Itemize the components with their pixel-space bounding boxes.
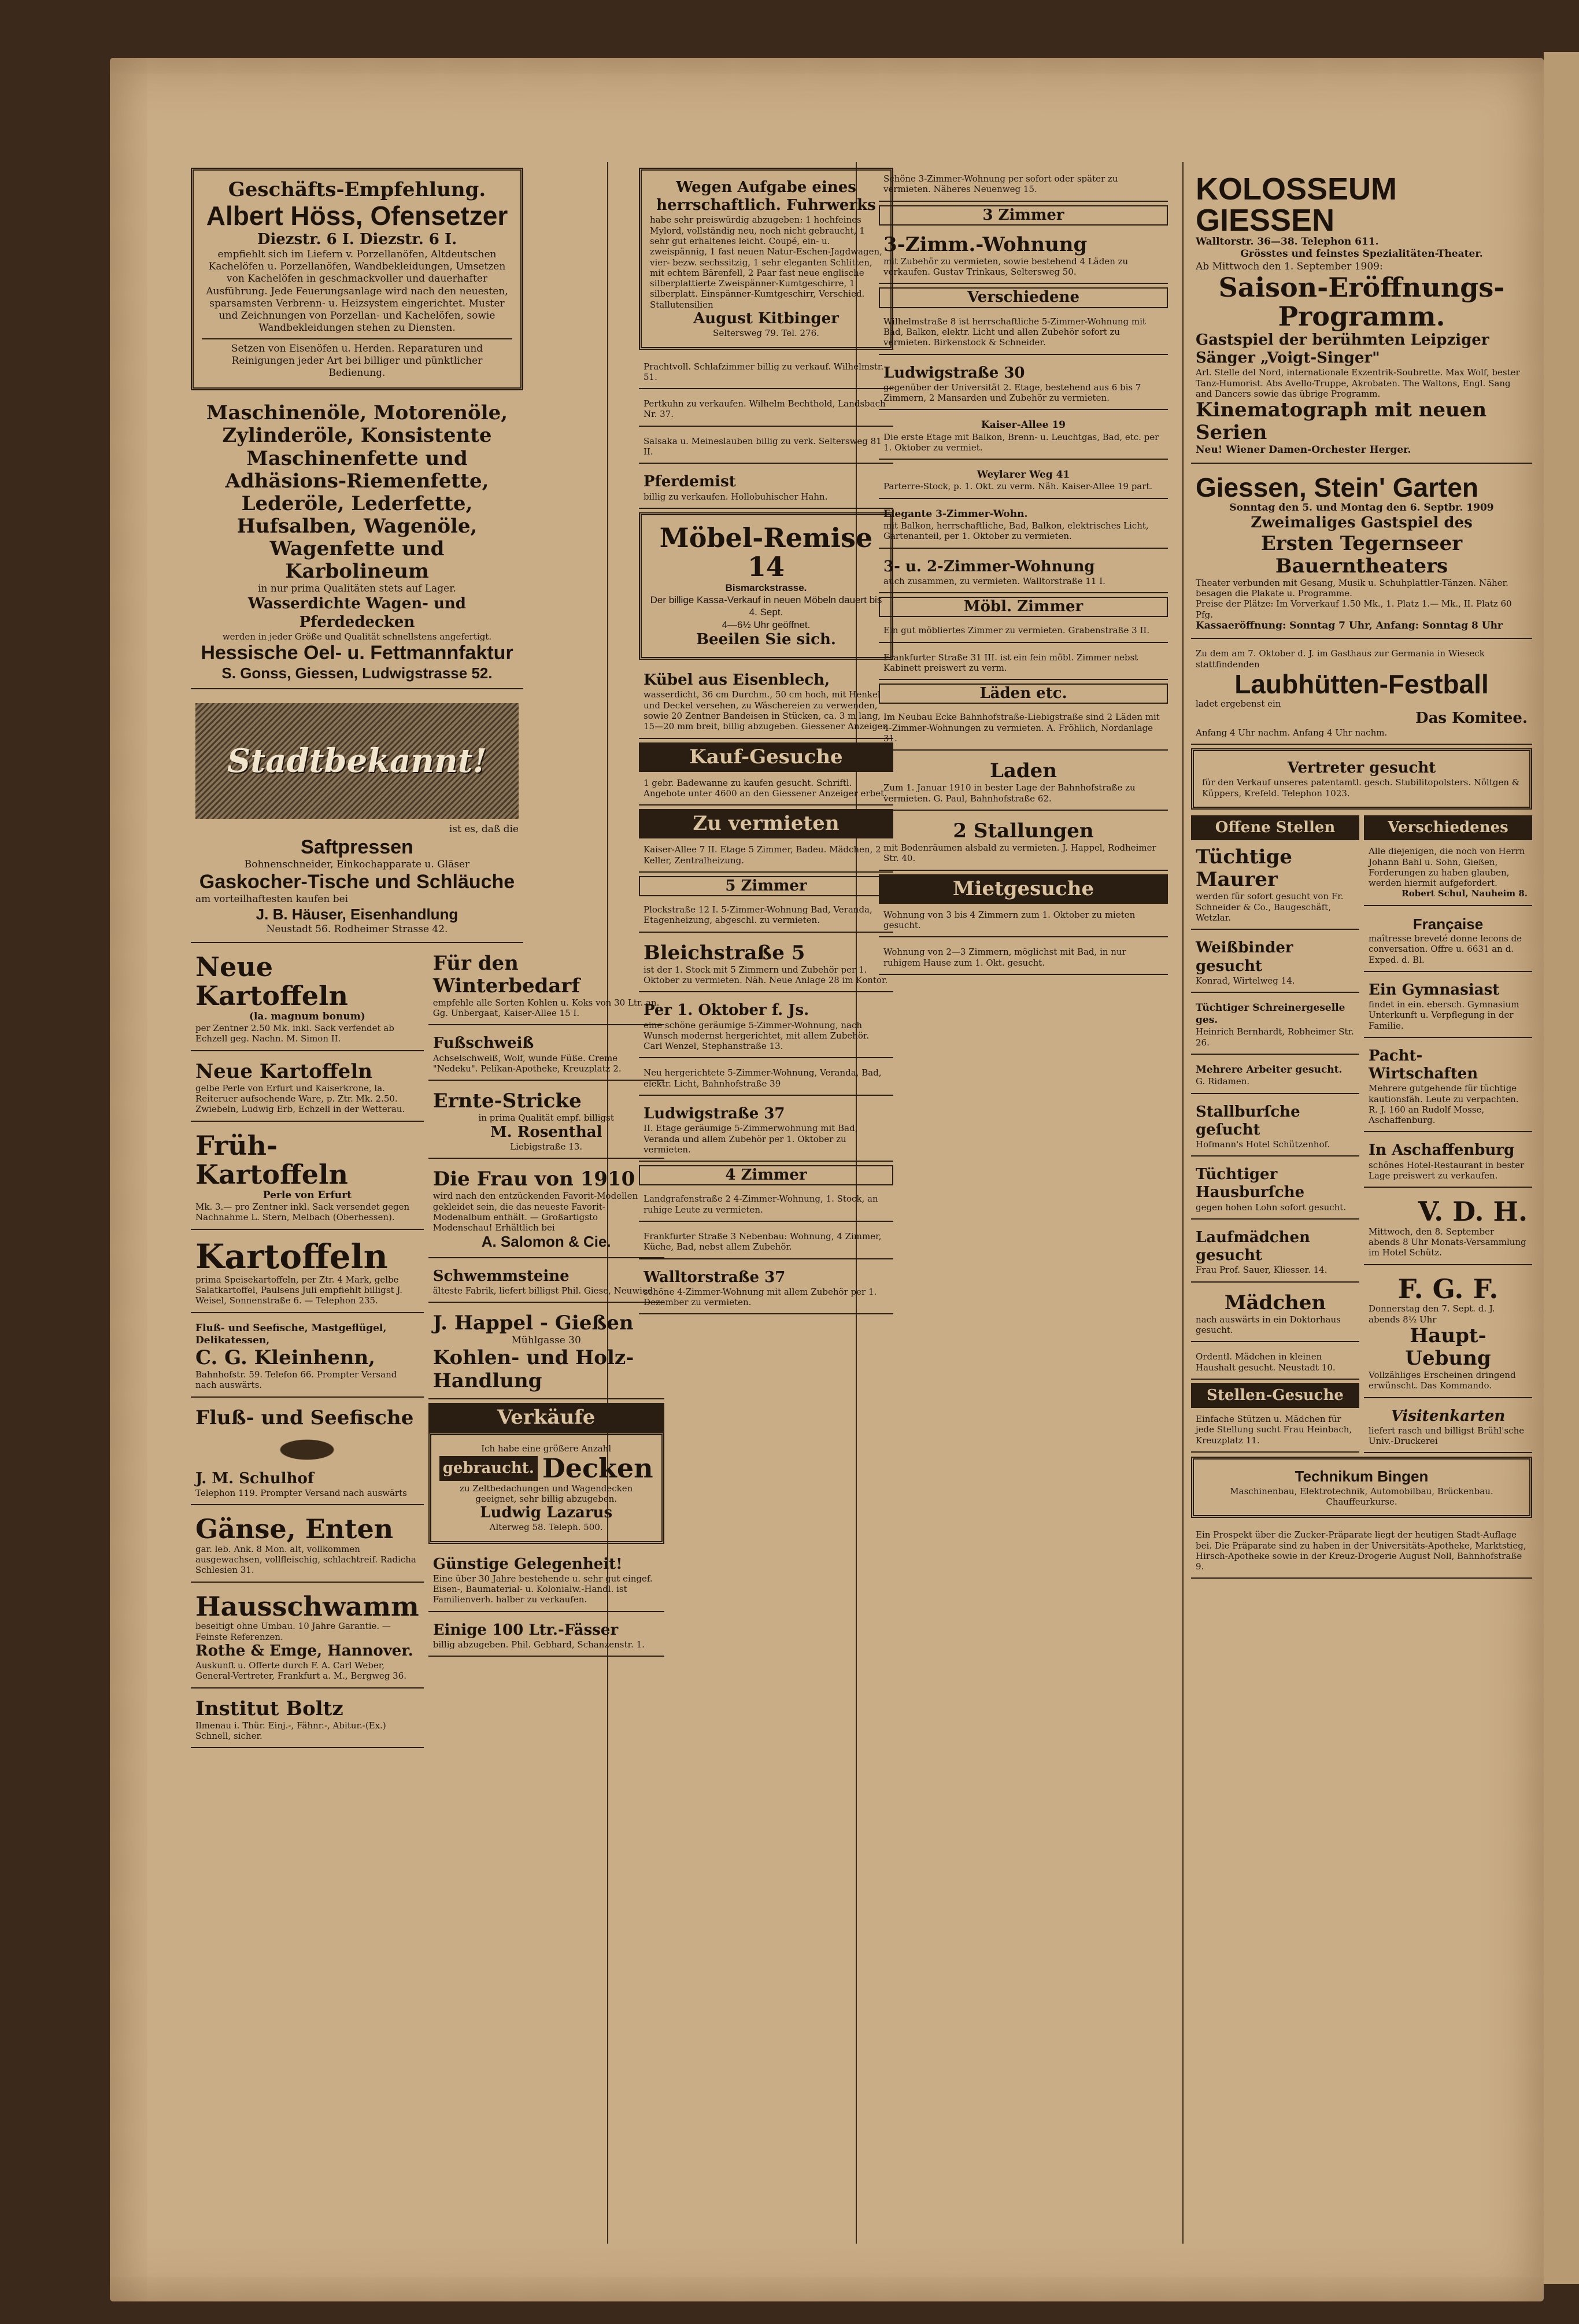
subsection-4-zimmer: 4 Zimmer bbox=[639, 1165, 893, 1185]
ad-fgf bbox=[1364, 1269, 1532, 1398]
ad-kartoffeln-3 bbox=[191, 1125, 424, 1230]
ad-subtitle: Bismarckstrasse. bbox=[725, 582, 807, 593]
ad-title: Elegante 3-Zimmer-Wohn. bbox=[883, 508, 1028, 520]
section-header-mietgesuche: Mietgesuche bbox=[879, 874, 1168, 904]
ad-text: Alle diejenigen, die noch von Herrn Johann Bahl u. Sohn, Gießen, Forderungen zu haben glauben, werden hiermit aufgefordert. bbox=[1369, 846, 1525, 889]
ad-text: ladet ergebenst ein bbox=[1196, 699, 1281, 710]
section-header-offene-stellen: Offene Stellen bbox=[1191, 815, 1359, 840]
ad-text: Der billige Kassa-Verkauf in neuen Möbeln dauert bis 4. Sept. bbox=[650, 594, 882, 618]
ad-text: Ordentl. Mädchen in kleinen Haushalt gesucht. Neustadt 10. bbox=[1196, 1351, 1336, 1373]
ad-text: liefert rasch und billigst Brühl'sche Univ.-Druckerei bbox=[1369, 1425, 1525, 1447]
ad-maedchen bbox=[1191, 1286, 1359, 1343]
ad-weylarer-weg bbox=[879, 463, 1168, 499]
ad-text: Zu dem am 7. Oktober d. J. im Gasthaus zur Germania in Wieseck stattfindenden bbox=[1196, 648, 1485, 670]
ad-title: Pferdemist bbox=[644, 473, 736, 491]
column-4 bbox=[1191, 168, 1532, 2238]
ad-hoess bbox=[191, 168, 523, 390]
ad-title: Pacht-Wirtschaften bbox=[1369, 1047, 1478, 1083]
ad-text: Zum 1. Januar 1910 in bester Lage der Bahnhofstraße zu vermieten. G. Paul, Bahnhofstraße 62. bbox=[883, 782, 1136, 804]
ad-text: Maschinenöle, Motorenöle, Zylinderöle, Konsistente Maschinenfette und Adhäsions-Riemenfette, Lederöle, Lederfette, Hufsalben, Wagenöle, Wagenfette und Karbolineum bbox=[206, 401, 508, 583]
newspaper-page bbox=[110, 58, 1544, 2301]
ad-title: 3- u. 2-Zimmer-Wohnung bbox=[883, 557, 1095, 575]
ad-grabenstrasse bbox=[879, 619, 1168, 642]
ad-text: Ein gut möbliertes Zimmer zu vermieten. Grabenstraße 3 II. bbox=[883, 625, 1150, 636]
ad-prices: Preise der Plätze: Im Vorverkauf 1.50 Mk., 1. Platz 1.— Mk., II. Platz 60 Pfg. bbox=[1196, 598, 1512, 620]
ad-moebel-remise bbox=[639, 512, 893, 660]
ad-text: werden für sofort gesucht von Fr. Schneider & Co., Baugeschäft, Wetzlar. bbox=[1196, 891, 1344, 923]
ad-schlafzimmer bbox=[639, 356, 893, 390]
ad-kuebel bbox=[639, 666, 893, 738]
ad-title: Gänse, Enten bbox=[195, 1513, 394, 1545]
ad-text: ist es, daß die bbox=[449, 823, 519, 836]
subsection-5-zimmer: 5 Zimmer bbox=[639, 876, 893, 896]
ad-firm: A. Salomon & Cie. bbox=[481, 1233, 611, 1251]
column-3 bbox=[879, 168, 1168, 2238]
ad-title: Möbel-Remise 14 bbox=[659, 522, 873, 583]
ad-vertreter bbox=[1191, 748, 1532, 810]
ad-winterbedarf bbox=[428, 947, 664, 1026]
ad-title: Kartoffeln bbox=[195, 1236, 388, 1276]
column-1 bbox=[191, 168, 660, 2238]
ad-title: Laufmädchen gesucht bbox=[1196, 1228, 1310, 1265]
ad-text: mit Zubehör zu vermieten, sowie bestehend 4 Läden zu verkaufen. Gustav Trinkaus, Seltersweg 50. bbox=[883, 256, 1129, 278]
ad-text: gar. leb. Ank. 8 Mon. alt, vollkommen ausgewachsen, vollfleischig, schlachtreif. Radicha Schlesien 31. bbox=[195, 1543, 416, 1576]
ad-technikum bbox=[1191, 1457, 1532, 1518]
ad-firm: Hessische Oel- u. Fettmannfaktur bbox=[201, 642, 513, 664]
ad-title: F. G. F. bbox=[1397, 1273, 1499, 1305]
ad-title: Bleichstraße 5 bbox=[644, 941, 805, 965]
ad-text: zu Zeltbedachungen und Wagendecken geeignet, sehr billig abzugeben. bbox=[460, 1483, 633, 1504]
ad-title: Ludwigstraße 37 bbox=[644, 1105, 785, 1123]
ad-text: Arl. Stelle del Nord, internationale Exzentrik-Soubrette. Max Wolf, bester Tanz-Humorist. Abs Avello-Truppe, Akrobaten. The Waltons, Engl. Sang and Dancers sowie das übrige Programm. bbox=[1196, 367, 1520, 399]
ad-text: ist der 1. Stock mit 5 Zimmern und Zubehör per 1. Oktober zu vermieten. Näh. Neue Anlage 28 im Kontor. bbox=[644, 964, 888, 986]
ad-bleichstrasse bbox=[639, 936, 893, 993]
ad-ludwigstrasse bbox=[639, 1099, 893, 1162]
ad-hours: 4—6½ Uhr geöffnet. bbox=[722, 619, 811, 630]
ad-address: Bahnhofstr. 59. Telefon 66. Prompter Versand nach auswärts. bbox=[195, 1369, 397, 1391]
ad-subtitle: Grösstes und feinstes Spezialitäten-Theater. bbox=[1240, 248, 1483, 260]
ad-title: Giessen, Stein' Garten bbox=[1196, 472, 1478, 503]
ad-elegante-wohnung bbox=[879, 503, 1168, 549]
ad-text: Hofmann's Hotel Schützenhof. bbox=[1196, 1139, 1330, 1150]
ad-wohnung-gesucht-2 bbox=[879, 941, 1168, 975]
ad-text: für den Verkauf unseres patentamtl. gesch. Stubilitopolsters. Nöltgen & Küppers, Krefeld. Telephon 1023. bbox=[1202, 777, 1520, 799]
ad-weissbinder bbox=[1191, 933, 1359, 993]
ad-text: Bohnenschneider, Einkochapparate u. Gläser bbox=[244, 858, 470, 870]
ad-text: beseitigt ohne Umbau. 10 Jahre Garantie. — Feinste Referenzen. bbox=[195, 1621, 391, 1642]
ad-text: Ich habe eine größere Anzahl bbox=[481, 1443, 612, 1454]
ad-subtitle: (la. magnum bonum) bbox=[249, 1010, 365, 1022]
ad-text: per Zentner 2.50 Mk. inkl. Sack verfendet ab Echzell geg. Nachn. M. Simon II. bbox=[195, 1023, 394, 1044]
subsection-3-zimmer: 3 Zimmer bbox=[879, 205, 1168, 226]
ad-kartoffeln-4 bbox=[191, 1233, 424, 1313]
ad-signature: Robert Schul, Nauheim 8. bbox=[1401, 888, 1528, 899]
ad-oils bbox=[191, 396, 523, 689]
ad-decken bbox=[428, 1432, 664, 1544]
ad-heading: Gastspiel der berühmten Leipziger Sänger „Voigt-Singer" bbox=[1196, 331, 1489, 367]
ad-text: Frankfurter Straße 31 III. ist ein fein möbl. Zimmer nebst Kabinett preiswert zu verm. bbox=[883, 652, 1138, 673]
ad-text: Fluß- und Seefische, Mastgeflügel, Delikatessen, bbox=[195, 1322, 387, 1346]
ad-haeuser bbox=[191, 693, 523, 943]
ad-plockstrasse bbox=[639, 899, 893, 933]
ad-hausbursche bbox=[1191, 1160, 1359, 1220]
ad-ludwigstrasse-30 bbox=[879, 359, 1168, 411]
ad-text: Einfache Stützen u. Mädchen für jede Stellung sucht Frau Heinbach, Kreuzplatz 11. bbox=[1196, 1414, 1352, 1446]
ad-title: Geschäfts-Empfehlung. bbox=[228, 178, 486, 201]
section-header-kaufgesuche: Kauf-Gesuche bbox=[639, 742, 893, 772]
ad-text: älteste Fabrik, liefert billigst Phil. Giese, Neuwied. bbox=[432, 1285, 656, 1296]
ad-arbeiter bbox=[1191, 1058, 1359, 1094]
ad-heading: Wasserdichte Wagen- und Pferdedecken bbox=[248, 595, 466, 631]
ad-bekanntmachung bbox=[1364, 840, 1532, 906]
section-header-zu-vermieten: Zu vermieten bbox=[639, 809, 893, 838]
ad-text: Die erste Etage mit Balkon, Brenn- u. Leuchtgas, Bad, etc. per 1. Oktober zu vermiet. bbox=[883, 431, 1159, 453]
ad-title: Die Frau von 1910 bbox=[432, 1167, 635, 1191]
ad-frau-1910 bbox=[428, 1162, 664, 1258]
ad-hausschwamm bbox=[191, 1586, 424, 1688]
ad-schulhof bbox=[191, 1401, 424, 1506]
ad-prospekt bbox=[1191, 1524, 1532, 1579]
ad-title: V. D. H. bbox=[1418, 1196, 1528, 1228]
ad-kartoffeln-2 bbox=[191, 1055, 424, 1122]
ad-text: billig zu verkaufen. Hollobuhischer Hahn. bbox=[644, 491, 828, 502]
ad-title: Kübel aus Eisenblech, bbox=[644, 671, 830, 689]
ad-text: Pertkuhn zu verkaufen. Wilhelm Bechthold, Landsbach Nr. 37. bbox=[644, 398, 886, 420]
ad-title: Wegen Aufgabe eines herrschaftlich. Fuhrwerks bbox=[656, 179, 876, 215]
ad-text: Mittwoch, den 8. September abends 8 Uhr Monats-Versammlung im Hotel Schütz. bbox=[1369, 1226, 1526, 1258]
ad-title: Vertreter gesucht bbox=[1287, 759, 1436, 777]
ad-text: Heinrich Bernhardt, Robheimer Str. 26. bbox=[1196, 1026, 1354, 1048]
ad-3-2-zimmer bbox=[879, 552, 1168, 593]
ad-kaiser-allee-7 bbox=[639, 838, 893, 873]
ad-title: Weißbinder gesucht bbox=[1196, 939, 1293, 975]
ad-address: S. Gonss, Giessen, Ludwigstrasse 52. bbox=[221, 664, 493, 682]
ad-title: Technikum Bingen bbox=[1295, 1468, 1429, 1486]
ad-text: G. Ridamen. bbox=[1196, 1076, 1250, 1087]
ad-vdh bbox=[1364, 1191, 1532, 1265]
ad-text: gelbe Perle von Erfurt und Kaiserkrone, la. Reiteruer aufsochende Ware, p. Ztr. Mk. 2.50. Zwiebeln, Ludwig Erb, Echzell in der Wetterau. bbox=[195, 1082, 405, 1115]
ad-footer: Setzen von Eisenöfen u. Herden. Reparaturen und Reinigungen jeder Art bei billiger und pünktlicher Bedienung. bbox=[231, 342, 483, 379]
ad-title: 3-Zimm.-Wohnung bbox=[883, 232, 1088, 256]
ad-title: Neue Kartoffeln bbox=[195, 1059, 372, 1083]
ad-text: Donnerstag den 7. Sept. d. J. abends 8½ Uhr bbox=[1369, 1303, 1495, 1325]
ad-text: eine schöne geräumige 5-Zimmer-Wohnung, nach Wunsch modernst hergerichtet, mit allem Zubehör. Carl Wenzel, Stephanstraße 13. bbox=[644, 1019, 870, 1052]
ad-tag: gebraucht. bbox=[439, 1456, 538, 1481]
ad-text: Wilhelmstraße 8 ist herrschaftliche 5-Zimmer-Wohnung mit Bad, Balkon, elektr. Licht und allen Zubehör sofort zu vermieten. Birkenstock & Schneider. bbox=[883, 316, 1146, 348]
ad-pacht bbox=[1364, 1041, 1532, 1133]
ad-heading: Saison-Eröffnungs-Programm. bbox=[1218, 271, 1505, 332]
ad-title: Mehrere Arbeiter gesucht. bbox=[1196, 1064, 1343, 1076]
ad-schreiner bbox=[1191, 996, 1359, 1055]
ad-title: Einige 100 Ltr.-Fässer bbox=[432, 1621, 619, 1639]
ad-address: Liebigstraße 13. bbox=[510, 1141, 583, 1152]
ad-title: Fluß- und Seefische bbox=[195, 1406, 414, 1429]
ad-subtext: werden in jeder Größe und Qualität schnellstens angefertigt. bbox=[222, 631, 492, 642]
ad-footer: Beeilen Sie sich. bbox=[696, 630, 836, 648]
ad-text: Kaiser-Allee 7 II. Etage 5 Zimmer, Badeu. Mädchen, 2 Keller, Zentralheizung. bbox=[644, 844, 881, 866]
ad-name: Albert Höss, Ofensetzer bbox=[206, 201, 508, 231]
ad-text: Wohnung von 3 bis 4 Zimmern zum 1. Oktober zu mieten gesucht. bbox=[883, 909, 1136, 930]
ad-heading: Ersten Tegernseer Bauerntheaters bbox=[1260, 531, 1463, 578]
ad-firm: August Kitbinger bbox=[693, 310, 839, 328]
ad-badewanne bbox=[639, 772, 893, 806]
ad-text: findet in ein. ebersch. Gymnasium Unterkunft u. Verpflegung in der Familie. bbox=[1369, 999, 1519, 1031]
ad-subtext: in nur prima Qualitäten stets auf Lager. bbox=[258, 583, 456, 595]
ad-text: Landgrafenstraße 2 4-Zimmer-Wohnung, 1. Stock, an ruhige Leute zu vermieten. bbox=[644, 1194, 878, 1215]
ad-title: Neue Kartoffeln bbox=[195, 951, 348, 1012]
ad-bahnhofstrasse bbox=[639, 1062, 893, 1096]
ad-text: billig abzugeben. Phil. Gebhard, Schanzenstr. 1. bbox=[432, 1639, 645, 1650]
ad-stallungen bbox=[879, 814, 1168, 871]
ad-stein-garten bbox=[1191, 467, 1532, 640]
ad-footer: Neu! Wiener Damen-Orchester Herger. bbox=[1196, 444, 1411, 456]
ad-text: wird nach den entzückenden Favorit-Modellen gekleidet sein, die das neueste Favorit-Modenalbum enthält. — Großartigsto Modenschau! Erhältlich bei bbox=[432, 1191, 638, 1233]
ad-wilhelmstrasse bbox=[879, 311, 1168, 355]
ad-address: Mühlgasse 30 bbox=[511, 1335, 581, 1347]
ad-ordentl-maedchen bbox=[1191, 1346, 1359, 1380]
ad-schwemmsteine bbox=[428, 1262, 664, 1303]
ad-date: Ab Mittwoch den 1. September 1909: bbox=[1196, 260, 1383, 272]
ad-title: Laden bbox=[989, 759, 1057, 783]
ad-laufmaedchen bbox=[1191, 1223, 1359, 1283]
ad-gymnasiast bbox=[1364, 976, 1532, 1038]
ad-text: Frankfurter Straße 3 Nebenbau: Wohnung, 4 Zimmer, Küche, Bad, nebst allem Zubehör. bbox=[644, 1231, 882, 1252]
ad-ernte-stricke bbox=[428, 1084, 664, 1159]
ad-title: Kohlen- und Holz-Handlung bbox=[432, 1346, 634, 1392]
ad-text: Parterre-Stock, p. 1. Okt. zu verm. Näh. Kaiser-Allee 19 part. bbox=[883, 481, 1153, 492]
ad-meineslauben bbox=[639, 430, 893, 464]
ad-kleinhenn bbox=[191, 1317, 424, 1398]
ad-firm: J. B. Häuser, Eisenhandlung bbox=[256, 906, 458, 923]
ad-title: Tüchtiger Schreinergeselle ges. bbox=[1196, 1002, 1345, 1026]
ad-text: gegen hohen Lohn sofort gesucht. bbox=[1196, 1202, 1347, 1213]
ad-text: schöne 4-Zimmer-Wohnung mit allem Zubehör per 1. Dezember zu vermieten. bbox=[644, 1286, 877, 1307]
ad-wohnung-gesucht bbox=[879, 904, 1168, 938]
ad-firm: J. Happel - Gießen bbox=[432, 1311, 634, 1335]
ad-firm: Rothe & Emge, Hannover. bbox=[195, 1642, 413, 1660]
ad-text: Achselschweiß, Wolf, wunde Füße. Creme "Nedeku". Pelikan-Apotheke, Kreuzplatz 2. bbox=[432, 1052, 622, 1074]
ad-frankfurter-31 bbox=[879, 646, 1168, 681]
ad-walltorstrasse bbox=[639, 1263, 893, 1315]
ad-gaense bbox=[191, 1509, 424, 1582]
ad-text: auch zusammen, zu vermieten. Walltorstraße 11 I. bbox=[883, 575, 1105, 586]
ad-text: Eine über 30 Jahre bestehende u. sehr gut eingef. Eisen-, Baumaterial- u. Kolonialw.-Handl. ist Familienverh. halber zu verkaufen. bbox=[432, 1573, 653, 1605]
ad-text: mit Balkon, herrschaftliche, Bad, Balkon, elektrisches Licht, Gartenanteil, per 1. Oktober zu vermieten. bbox=[883, 520, 1149, 542]
ad-pferdemist bbox=[639, 467, 893, 508]
subsection-laeden: Läden etc. bbox=[879, 683, 1168, 704]
section-header-verschiedenes: Verschiedenes bbox=[1364, 815, 1532, 840]
ad-title: Tüchtige Maurer bbox=[1196, 845, 1292, 892]
ad-francaise bbox=[1364, 910, 1532, 972]
ad-kaiser-allee-19 bbox=[879, 413, 1168, 460]
ad-title: Française bbox=[1412, 915, 1484, 933]
ad-kolosseum bbox=[1191, 168, 1532, 464]
ad-heading: Gaskocher-Tische und Schläuche bbox=[199, 870, 515, 893]
fish-illustration bbox=[195, 1429, 419, 1470]
banner-text: Stadtbekannt! bbox=[227, 742, 487, 781]
ad-address: Walltorstr. 36—38. Telephon 611. bbox=[1196, 236, 1379, 247]
ad-title: Kaiser-Allee 19 bbox=[981, 419, 1066, 431]
ad-address: Alterweg 58. Teleph. 500. bbox=[489, 1522, 603, 1533]
ad-fuhrwerk bbox=[639, 168, 893, 350]
ad-heading: Kinematograph mit neuen Serien bbox=[1196, 398, 1487, 445]
ad-text: nach auswärts in ein Doktorhaus gesucht. bbox=[1196, 1314, 1341, 1336]
ad-title: Decken bbox=[542, 1453, 653, 1484]
ad-title: Per 1. Oktober f. Js. bbox=[644, 1002, 809, 1019]
ad-title: Ludwigstraße 30 bbox=[883, 364, 1025, 382]
ad-happel bbox=[428, 1306, 664, 1399]
ad-institut bbox=[191, 1692, 424, 1749]
section-header-stellen-gesuche: Stellen-Gesuche bbox=[1191, 1383, 1359, 1408]
ad-title: Ein Gymnasiast bbox=[1369, 981, 1500, 999]
ad-3-zimmer-top bbox=[879, 168, 1168, 202]
ad-subtitle: Perle von Erfurt bbox=[262, 1189, 352, 1201]
ad-landgrafenstrasse bbox=[639, 1188, 893, 1222]
subsection-verschiedene: Verschiedene bbox=[879, 287, 1168, 308]
column-2 bbox=[639, 168, 893, 2238]
ad-footer: Vollzähliges Erscheinen dringend erwünscht. Das Kommando. bbox=[1369, 1370, 1516, 1391]
ad-title: Institut Boltz bbox=[195, 1697, 343, 1720]
ad-firm: C. G. Kleinhenn, bbox=[195, 1346, 375, 1370]
ad-title: Früh-Kartoffeln bbox=[195, 1129, 348, 1191]
ad-heading: Haupt-Uebung bbox=[1405, 1324, 1491, 1370]
ad-text: wasserdicht, 36 cm Durchm., 50 cm hoch, mit Henkel und Deckel versehen, zu Wäschereien zu verwenden, sowie 20 Zentner Bandeisen in Stücken, ca. 3 m lang, 15—20 mm breit, billig abzugeben. Giessener Anzeiger. bbox=[644, 689, 889, 732]
ad-text: Frau Prof. Sauer, Kliesser. 14. bbox=[1196, 1265, 1327, 1276]
ad-text: prima Speisekartoffeln, per Ztr. 4 Mark, gelbe Salatkartoffel, Paulsens Juli empfiehlt billigst J. Weisel, Sonnenstraße 6. — Telephon 235. bbox=[195, 1274, 403, 1306]
ad-times: Kassaeröffnung: Sonntag 7 Uhr, Anfang: Sonntag 8 Uhr bbox=[1196, 620, 1503, 632]
ad-text: Wohnung von 2—3 Zimmern, möglichst mit Bad, in nur ruhigem Hause zum 1. Okt. gesucht. bbox=[883, 947, 1126, 968]
ad-kartoffeln-1 bbox=[191, 947, 424, 1051]
ad-firm: Das Komitee. bbox=[1415, 709, 1528, 727]
ad-text: Prachtvoll. Schlafzimmer billig zu verkauf. Wilhelmstr. 51. bbox=[644, 361, 884, 382]
ad-title: Ernte-Stricke bbox=[432, 1089, 582, 1113]
ad-fussschweiss bbox=[428, 1029, 664, 1081]
ad-date: Sonntag den 5. und Montag den 6. Septbr. 1909 bbox=[1229, 502, 1494, 514]
ad-neubau bbox=[879, 706, 1168, 751]
ad-laden bbox=[879, 754, 1168, 811]
ad-firm: J. M. Schulhof bbox=[195, 1469, 314, 1487]
adjacent-page-edge bbox=[1544, 52, 1579, 2284]
ad-aschaffenburg bbox=[1364, 1136, 1532, 1188]
ad-pertkuhn bbox=[639, 393, 893, 427]
ad-text: Mehrere gutgehende für tüchtige kautionsfäh. Leute zu verpachten. R. J. 160 an Rudolf Mosse, Aschaffenburg. bbox=[1369, 1083, 1519, 1126]
ad-text: gegenüber der Universität 2. Etage, bestehend aus 6 bis 7 Zimmern, 2 Mansarden und Zubehör zu vermieten. bbox=[883, 382, 1141, 404]
ad-title: Mädchen bbox=[1224, 1291, 1326, 1314]
ad-title: Laubhütten-Festball bbox=[1234, 668, 1489, 699]
ad-text: 1 gebr. Badewanne zu kaufen gesucht. Schriftl. Angebote unter 4600 an den Giessener Anzeiger erbet. bbox=[644, 777, 887, 799]
ad-title: Tüchtiger Hausburſche bbox=[1196, 1166, 1305, 1202]
ad-address: Diezstr. 6 I. Diezstr. 6 I. bbox=[257, 230, 457, 248]
ad-title: Fußschweiß bbox=[432, 1034, 534, 1052]
ad-text: schönes Hotel-Restaurant in bester Lage preiswert zu verkaufen. bbox=[1369, 1159, 1525, 1181]
ad-firm: M. Rosenthal bbox=[490, 1123, 602, 1141]
section-header-verkaeufe: Verkäufe bbox=[428, 1403, 664, 1432]
ad-text: Anfang 4 Uhr nachm. Anfang 4 Uhr nachm. bbox=[1196, 727, 1388, 738]
ad-text: Im Neubau Ecke Bahnhofstraße-Liebigstraße sind 2 Läden mit 4-Zimmer-Wohnungen zu vermieten. A. Fröhlich, Nordanlage 31. bbox=[883, 712, 1160, 744]
ad-frankfurter-strasse bbox=[639, 1225, 893, 1259]
ad-laubhuetten bbox=[1191, 642, 1532, 745]
ad-text: Mk. 3.— pro Zentner inkl. Sack versendet gegen Nachnahme L. Stern, Melbach (Oberhessen). bbox=[195, 1202, 410, 1223]
ad-text: Telephon 119. Prompter Versand nach auswärts bbox=[195, 1488, 407, 1498]
ad-title: Stallburſche geſucht bbox=[1196, 1103, 1300, 1139]
ad-title: Schwemmsteine bbox=[432, 1267, 570, 1285]
ad-subtitle: Zweimaliges Gastspiel des bbox=[1251, 514, 1473, 532]
ad-title: Visitenkarten bbox=[1391, 1407, 1506, 1425]
ad-text: mit Bodenräumen alsbald zu vermieten. J. Happel, Rodheimer Str. 40. bbox=[883, 842, 1156, 864]
ad-stallbursche bbox=[1191, 1098, 1359, 1157]
ad-text: Schöne 3-Zimmer-Wohnung per sofort oder später zu vermieten. Näheres Neuenweg 15. bbox=[883, 173, 1118, 195]
ad-title: In Aschaffenburg bbox=[1369, 1141, 1515, 1159]
ad-text: empfiehlt sich im Liefern v. Porzellanöfen, Altdeutschen Kachelöfen u. Porzellanöfen, Wandbekleidungen, Umsetzen von Kachelöfen in geschmackvoller und dauerhafter Ausführung. Jede Feuerungsanlage wird nach den neuesten, sparsamsten Verbrenn- u. Heizsystem eingerichtet. Muster und Zeichnungen von Porzellan- und Kachelöfen, sowie Wandbekleidungen stehen zu Diensten. bbox=[206, 248, 508, 334]
ad-address: Neustadt 56. Rodheimer Strasse 42. bbox=[266, 923, 448, 936]
ad-text: Plockstraße 12 I. 5-Zimmer-Wohnung Bad, Veranda, Etagenheizung, abgeschl. zu vermieten. bbox=[644, 904, 872, 926]
ad-firm: Ludwig Lazarus bbox=[480, 1504, 613, 1522]
ad-visitenkarten bbox=[1364, 1402, 1532, 1454]
ad-maurer bbox=[1191, 840, 1359, 930]
ad-title: Weylarer Weg 41 bbox=[977, 469, 1070, 481]
ad-text: maîtresse breveté donne lecons de conversation. Offre u. 6631 an d. Exped. d. Bl. bbox=[1369, 933, 1522, 965]
subsection-moebl-zimmer: Möbl. Zimmer bbox=[879, 597, 1168, 617]
ad-text: Ilmenau i. Thür. Einj.-, Fähnr.-, Abitur.-(Ex.) Schnell, sicher. bbox=[195, 1720, 386, 1742]
ad-text: in prima Qualität empf. billigst bbox=[478, 1113, 614, 1124]
ad-text: Ein Prospekt über die Zucker-Präparate liegt der heutigen Stadt-Auflage bei. Die Präparate sind zu haben in der Universitäts-Apotheke, Marktstieg, Hirsch-Apotheke sowie in der Kreuz-Drogerie August Noll, Bahnhofstraße 9. bbox=[1196, 1529, 1526, 1572]
ad-text: am vorteilhaftesten kaufen bei bbox=[195, 893, 349, 906]
ad-text: II. Etage geräumige 5-Zimmerwohnung mit Bad, Veranda und allem Zubehör per 1. Oktober zu vermieten. bbox=[644, 1123, 858, 1155]
ad-stuetzen bbox=[1191, 1408, 1359, 1453]
ad-faesser bbox=[428, 1616, 664, 1657]
column-rule bbox=[1182, 162, 1184, 2244]
ad-title: Günstige Gelegenheit! bbox=[432, 1555, 623, 1573]
ad-3-zimm-wohnung bbox=[879, 228, 1168, 285]
ad-text: Neu hergerichtete 5-Zimmer-Wohnung, Veranda, Bad, elektr. Licht, Bahnhofstraße 39 bbox=[644, 1067, 882, 1089]
ad-heading: Saftpressen bbox=[301, 836, 413, 858]
ad-text: Theater verbunden mit Gesang, Musik u. Schuhplattler-Tänzen. Näher. besagen die Plakate u. Programme. bbox=[1196, 577, 1508, 599]
ad-text: habe sehr preiswürdig abzugeben: 1 hochfeines Mylord, vollständig neu, noch nicht gebraucht, 1 sehr gut erhaltenes leicht. Coupé, ein- u. zweispännig, 1 fast neuen Natur-Eschen-Jagdwagen, vier- bezw. sechssitzig, 1 sehr eleganten Schlitten, mit echtem Bärenfell, 2 Paar fast neue englische silberplattierte Zweispänner-Kumtgeschirre, 1 silberplatt. Einspänner-Kumtgeschirr, Verschied. Stallutensilien bbox=[650, 215, 882, 310]
ad-oktober bbox=[639, 996, 893, 1058]
ad-title: Hausschwamm bbox=[195, 1590, 419, 1622]
ad-title: 2 Stallungen bbox=[953, 819, 1094, 843]
ad-text: Konrad, Wirtelweg 14. bbox=[1196, 975, 1295, 986]
ad-text: empfehle alle Sorten Kohlen u. Koks von 30 Ltr. an. Gg. Unbergaat, Kaiser-Allee 15 I. bbox=[432, 997, 660, 1019]
ad-text: Salsaka u. Meineslauben billig zu verk. Seltersweg 81 II. bbox=[644, 435, 882, 457]
ad-title: Für den Winterbedarf bbox=[432, 951, 580, 997]
ad-address: Seltersweg 79. Tel. 276. bbox=[713, 328, 819, 339]
ad-title: Walltorstraße 37 bbox=[644, 1268, 786, 1286]
town-illustration bbox=[195, 703, 519, 819]
ad-gelegenheit bbox=[428, 1550, 664, 1612]
ad-text: Auskunft u. Offerte durch F. A. Carl Weber, General-Vertreter, Frankfurt a. M., Bergweg 36. bbox=[195, 1660, 407, 1682]
ad-title: KOLOSSEUM GIESSEN bbox=[1196, 172, 1397, 238]
ad-subtitle: Maschinenbau, Elektrotechnik, Automobilbau, Brückenbau. Chauffeurkurse. bbox=[1230, 1486, 1493, 1507]
